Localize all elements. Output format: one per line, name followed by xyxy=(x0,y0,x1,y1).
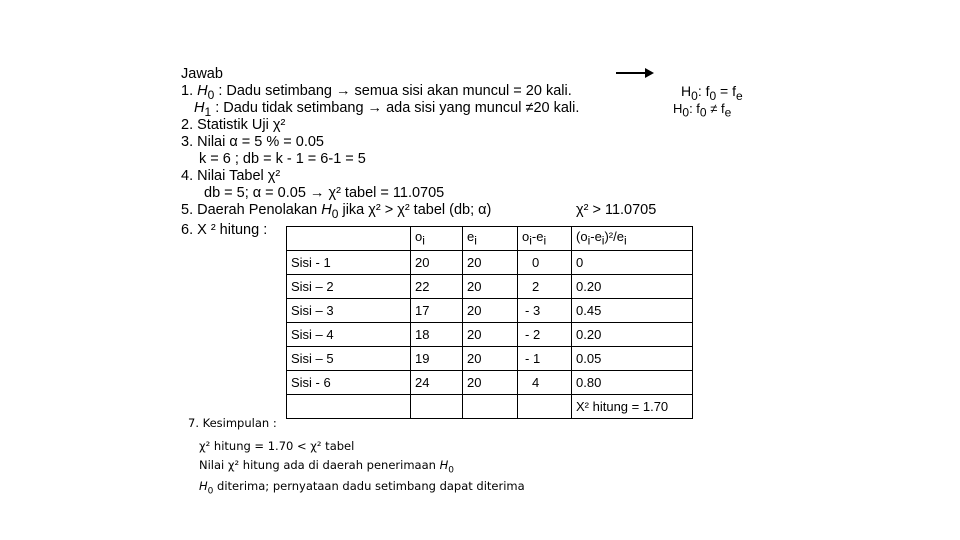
header-chi-term: $(o_i-e_i)^2/e_i$ xyxy=(572,227,693,251)
total-empty-cell xyxy=(411,395,463,419)
cell-chi: 0.20 xyxy=(572,275,693,299)
hypothesis-h0: 1. $H_0$ : Dadu setimbang → semua sisi akan muncul = 20 kali. xyxy=(181,83,572,102)
cell-ei: 20 xyxy=(463,347,518,371)
row-label: Sisi – 3 xyxy=(287,299,411,323)
header-oi-ei: $o_i-e_i$ xyxy=(518,227,572,251)
step-3-df: k = 6 ; db = k - 1 = 6-1 = 5 xyxy=(199,151,366,167)
cell-oi: 20 xyxy=(411,251,463,275)
cell-chi: 0 xyxy=(572,251,693,275)
cell-ei: 20 xyxy=(463,251,518,275)
cell-oi: 19 xyxy=(411,347,463,371)
table-total-row xyxy=(287,395,693,419)
cell-diff: 2 xyxy=(518,275,572,299)
table-row xyxy=(287,371,693,395)
table-row xyxy=(287,299,693,323)
row-label: Sisi – 2 xyxy=(287,275,411,299)
conclusion-line-2: Nilai χ² hitung ada di daerah penerimaan $H_0$ xyxy=(199,458,454,476)
table-header-row xyxy=(287,227,693,251)
row-label: Sisi - 1 xyxy=(287,251,411,275)
row-label: Sisi - 6 xyxy=(287,371,411,395)
hypothesis-h1: $H_1$ : Dadu tidak setimbang → ada sisi yang muncul ≠20 kali. xyxy=(194,100,580,119)
cell-diff: 4 xyxy=(518,371,572,395)
cell-oi: 17 xyxy=(411,299,463,323)
cell-diff: - 1 xyxy=(518,347,572,371)
step-2: 2. Statistik Uji χ² xyxy=(181,117,286,133)
cell-chi: 0.20 xyxy=(572,323,693,347)
header-empty-cell xyxy=(287,227,411,251)
total-empty-cell xyxy=(287,395,411,419)
cell-ei: 20 xyxy=(463,275,518,299)
conclusion-line-1: χ² hitung = 1.70 < χ² tabel xyxy=(199,439,355,453)
table-row xyxy=(287,251,693,275)
cell-diff: - 2 xyxy=(518,323,572,347)
cell-chi: 0.45 xyxy=(572,299,693,323)
cell-ei: 20 xyxy=(463,299,518,323)
cell-chi: 0.05 xyxy=(572,347,693,371)
cell-diff: 0 xyxy=(518,251,572,275)
step-4: 4. Nilai Tabel χ² xyxy=(181,168,281,184)
cell-ei: 20 xyxy=(463,323,518,347)
answer-heading: Jawab xyxy=(181,66,223,82)
step-6: 6. X ² hitung : xyxy=(181,222,268,238)
cell-oi: 22 xyxy=(411,275,463,299)
header-ei: $e_i$ xyxy=(463,227,518,251)
side-h1-equation: $H_0$: $f_0 \ne f_e$ xyxy=(673,101,732,120)
cell-ei: 20 xyxy=(463,371,518,395)
step-3: 3. Nilai α = 5 % = 0.05 xyxy=(181,134,324,150)
rejection-criterion: χ² > 11.0705 xyxy=(576,202,657,218)
chi-total: X² hitung = 1.70 xyxy=(572,395,693,419)
row-label: Sisi – 4 xyxy=(287,323,411,347)
total-empty-cell xyxy=(518,395,572,419)
conclusion-line-3: $H_0$ diterima; pernyataan dadu setimbang dapat diterima xyxy=(199,479,525,497)
step-4-value: db = 5; α = 0.05 → χ² tabel = 11.0705 xyxy=(204,185,445,201)
arrow-icon xyxy=(616,72,652,74)
cell-oi: 18 xyxy=(411,323,463,347)
row-label: Sisi – 5 xyxy=(287,347,411,371)
step-5: 5. Daerah Penolakan $H_0$ jika χ² > χ² tabel (db; α) xyxy=(181,202,492,221)
cell-oi: 24 xyxy=(411,371,463,395)
side-h0-equation: $H_0$: $f_0 = f_e$ xyxy=(681,83,743,103)
table-row xyxy=(287,347,693,371)
cell-chi: 0.80 xyxy=(572,371,693,395)
header-oi: $o_i$ xyxy=(411,227,463,251)
total-empty-cell xyxy=(463,395,518,419)
chi-square-table xyxy=(286,226,693,419)
conclusion-title: 7. Kesimpulan : xyxy=(188,416,277,430)
cell-diff: - 3 xyxy=(518,299,572,323)
table-row xyxy=(287,275,693,299)
table-row xyxy=(287,323,693,347)
